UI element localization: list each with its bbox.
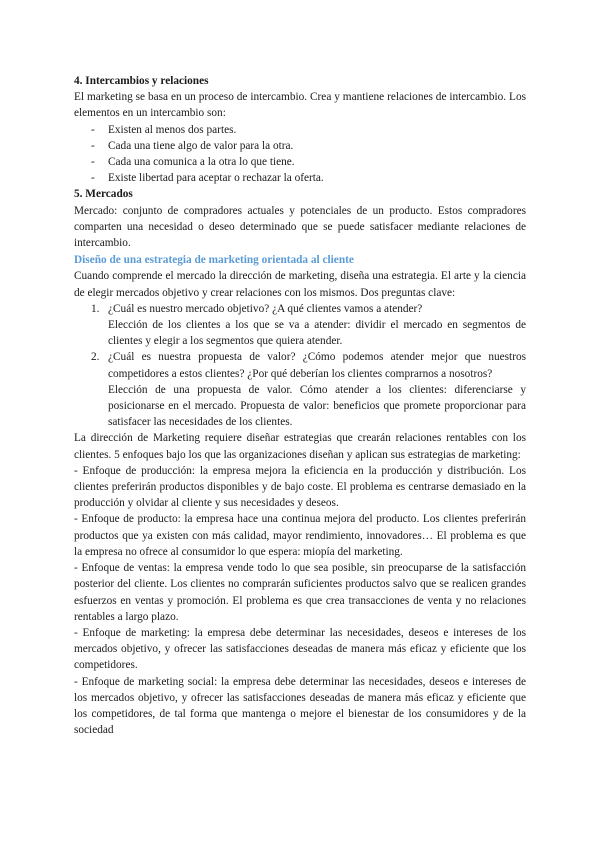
exchange-elements-list <box>74 122 526 187</box>
question-item <box>74 301 526 350</box>
list-item: - Existen al menos dos partes. <box>74 122 526 138</box>
strategy-intro: Cuando comprende el mercado la dirección de marketing, diseña una estrategia. El arte y la ciencia de elegir mercados objetivo y crear relaciones con los mismos. Dos preguntas clave: <box>74 270 526 299</box>
section-4-intro: El marketing se basa en un proceso de intercambio. Crea y mantiene relaciones de intercambio. Los elementos en un intercambio son: <box>74 91 526 120</box>
list-item: - Cada una comunica a la otra lo que tiene. <box>74 154 526 170</box>
question-number: 1. <box>91 302 100 315</box>
answer-text: Elección de los clientes a los que se va a atender: dividir el mercado en segmentos de clientes y elegir a los segmentos que quiera atender. <box>108 319 526 348</box>
question-number: 2. <box>91 351 100 364</box>
strategy-title: Diseño de una estrategia de marketing orientada al cliente <box>74 254 354 267</box>
question-text: ¿Cuál es nuestra propuesta de valor? ¿Cómo podemos atender mejor que nuestros competidores a estos clientes? ¿Por qué deberían los clientes comprarnos a nosotros? <box>108 351 526 380</box>
approach-production: - Enfoque de producción: la empresa mejora la eficiencia en la producción y distribución. Los clientes preferirán productos disponibles y de bajo coste. El problema es centrarse demasiado en la producción y olvidar al cliente y sus necesidades y deseos. <box>74 464 526 510</box>
answer-text: Elección de una propuesta de valor. Cómo atender a los clientes: diferenciarse y posicionarse en el mercado. Propuesta de valor: beneficios que promete proporcionar para satisfacer las necesidades de los clientes. <box>108 383 526 429</box>
list-item: - Existe libertad para aceptar o rechazar la oferta. <box>74 170 526 186</box>
document-page <box>74 73 526 738</box>
direction-paragraph: La dirección de Marketing requiere diseñar estrategias que crearán relaciones rentables con los clientes. 5 enfoques bajo los que las organizaciones diseñan y aplican sus estrategias de marketing: <box>74 432 526 461</box>
question-item <box>74 349 526 430</box>
section-5-text: Mercado: conjunto de compradores actuales y potenciales de un producto. Estos compradores comparten una necesidad o deseo determinado que se puede satisfacer mediante relaciones de intercambio. <box>74 204 526 250</box>
approach-sales: - Enfoque de ventas: la empresa vende todo lo que sea posible, sin preocuparse de la satisfacción posterior del cliente. Los clientes no comprarán suficientes productos salvo que se realicen grandes esfuerzos en ventas y promoción. El problema es que crea transacciones de venta y no relaciones rentables a largo plazo. <box>74 562 526 623</box>
approach-marketing: - Enfoque de marketing: la empresa debe determinar las necesidades, deseos e intereses de los mercados objetivo, y ofrecer las satisfacciones deseadas de manera más eficaz y eficiente que los competidores. <box>74 626 526 672</box>
question-text: ¿Cuál es nuestro mercado objetivo? ¿A qué clientes vamos a atender? <box>108 302 423 315</box>
list-item: - Cada una tiene algo de valor para la otra. <box>74 138 526 154</box>
approach-social-marketing: - Enfoque de marketing social: la empresa debe determinar las necesidades, deseos e intereses de los mercados objetivo, y ofrecer las satisfacciones deseadas de manera más eficaz y eficiente que los competidores, de tal forma que mantenga o mejore el bienestar de los consumidores y de la sociedad <box>74 675 526 737</box>
section-4-title: 4. Intercambios y relaciones <box>74 75 209 87</box>
approach-product: - Enfoque de producto: la empresa hace una continua mejora del producto. Los clientes preferirán productos que ya existen con más calidad, mayor rendimiento, innovadores… El problema es que la empresa no ofrece al consumidor lo que espera: miopía del marketing. <box>74 513 526 558</box>
key-questions-list <box>74 301 526 431</box>
section-5-title: 5. Mercados <box>74 188 133 201</box>
